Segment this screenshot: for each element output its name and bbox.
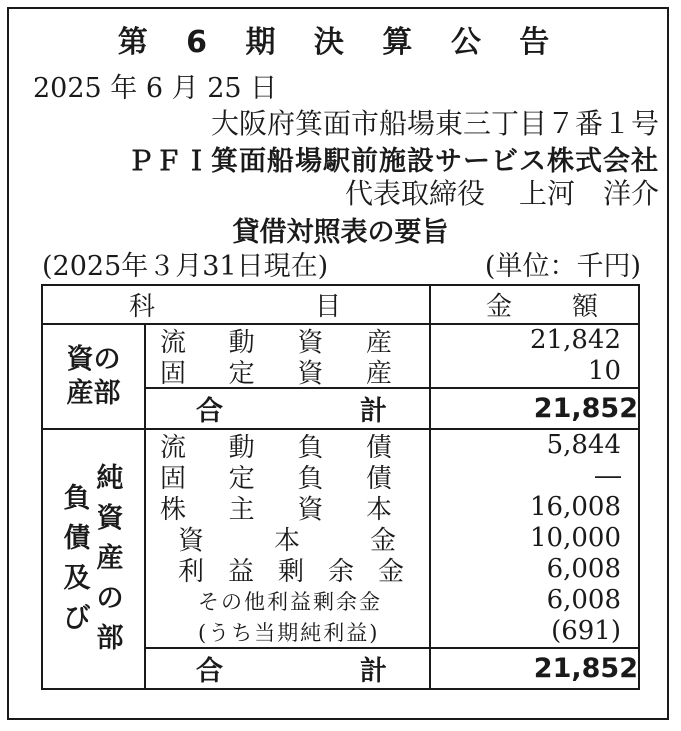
asset-row-label	[146, 356, 429, 387]
label-char: 産	[365, 328, 392, 358]
representative-name: 上河 洋介	[518, 177, 659, 210]
table-header-row	[42, 285, 639, 324]
assets-total-label: 合 計	[145, 388, 430, 429]
label-char: 定	[228, 359, 255, 389]
label-char: 流	[160, 328, 187, 358]
liabilities-total-amount: 21,852	[430, 648, 639, 689]
assets-amounts	[430, 324, 639, 388]
liability-label: その他利益剰余金	[198, 589, 382, 614]
header-amount-right: 額	[571, 292, 598, 322]
label-char: 動	[228, 328, 255, 358]
liability-row-label	[146, 492, 429, 523]
label-char: 債	[365, 464, 392, 494]
liability-amount: 6,008	[546, 585, 621, 615]
category-char: 債	[63, 523, 91, 554]
category-char: の	[96, 583, 124, 614]
assets-total-amount: 21,852	[430, 388, 639, 429]
company-address: 大阪府箕面市船場東三丁目７番１号	[210, 107, 659, 140]
label-char: 定	[228, 464, 255, 494]
category-char: 産	[96, 543, 124, 574]
liability-row-label	[146, 585, 429, 616]
liability-row-label	[146, 461, 429, 492]
label-char: 資	[297, 328, 324, 358]
header-amount-left: 金	[486, 292, 513, 322]
label-char: 動	[228, 433, 255, 463]
label-char: 負	[297, 464, 324, 494]
header-item-left: 科	[129, 292, 156, 322]
category-char: 部	[96, 623, 124, 654]
label-char: 金	[369, 526, 396, 556]
unit-label: (単位：千円)	[484, 251, 641, 282]
label-char: 金	[377, 557, 404, 587]
liability-row-label	[146, 430, 429, 461]
asset-label	[160, 353, 392, 390]
asset-amount: 21,842	[530, 325, 621, 355]
assets-items	[145, 324, 430, 388]
liability-row-label	[146, 554, 429, 585]
liability-row-label	[146, 523, 429, 554]
label-char: 本	[365, 495, 392, 525]
as-of-date: (2025年３月31日現在)	[42, 251, 329, 282]
label-char: 資	[297, 359, 324, 389]
notice-date: 2025 年 6 月 25 日	[33, 73, 278, 104]
label-char: 利	[178, 557, 205, 587]
assets-section	[42, 324, 639, 388]
liabilities-total-label: 合 計	[145, 648, 430, 689]
liability-amount: 6,008	[546, 554, 621, 584]
category-char: 資	[96, 503, 124, 534]
label-char: 株	[160, 495, 187, 525]
liabilities-amounts	[430, 429, 639, 648]
liability-amount: 5,844	[546, 430, 621, 460]
category-char: 純	[96, 463, 124, 494]
header-amount	[430, 285, 639, 324]
asset-row-label	[146, 325, 429, 356]
representative-title: 代表取締役	[344, 177, 485, 210]
label-char: 本	[273, 526, 300, 556]
label-char: 債	[365, 433, 392, 463]
assets-category: 資の 産部	[42, 324, 145, 429]
label-char: 流	[160, 433, 187, 463]
liability-amount: 10,000	[530, 523, 621, 553]
label-char: 余	[327, 557, 354, 587]
header-item	[42, 285, 430, 324]
company-name: ＰＦＩ箕面船場駅前施設サービス株式会社	[127, 146, 659, 177]
label-char: 益	[227, 557, 254, 587]
label-char: 主	[228, 495, 255, 525]
label-char: 負	[297, 433, 324, 463]
liabilities-section	[42, 429, 639, 648]
liabilities-category	[42, 429, 145, 689]
liability-row-label	[146, 616, 429, 647]
liabilities-items	[145, 429, 430, 648]
label-char: 資	[178, 526, 205, 556]
liability-label: (うち当期純利益)	[198, 620, 380, 645]
category-char: び	[63, 603, 91, 634]
notice-title: 第 6 期 決 算 公 告	[117, 25, 564, 60]
balance-sheet-title: 貸借対照表の要旨	[232, 217, 449, 248]
liability-amount: 16,008	[530, 492, 621, 522]
asset-amount: 10	[587, 356, 621, 386]
label-char: 固	[160, 464, 187, 494]
liability-label	[178, 551, 404, 588]
category-char: 及	[63, 563, 91, 594]
liability-amount: (691)	[551, 616, 621, 646]
representative	[345, 172, 659, 212]
label-char: 固	[160, 359, 187, 389]
category-char: 負	[63, 483, 91, 514]
balance-sheet-table	[41, 284, 640, 690]
label-char: 剰	[277, 557, 304, 587]
header-item-right: 目	[314, 292, 341, 322]
liability-amount: ―	[595, 461, 621, 491]
label-char: 資	[297, 495, 324, 525]
label-char: 産	[365, 359, 392, 389]
